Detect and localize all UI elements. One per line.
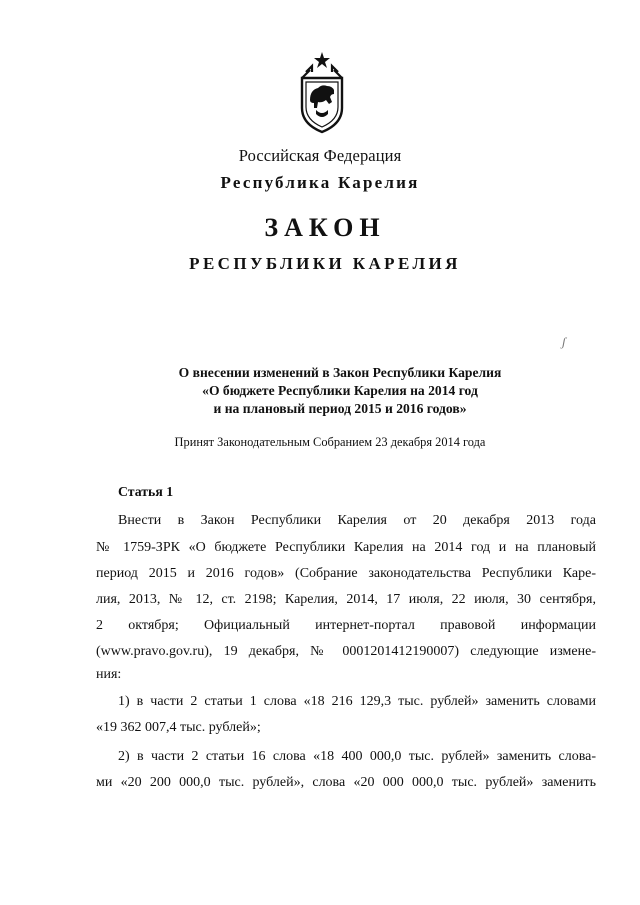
republic-name: Республика Карелия	[220, 173, 420, 192]
law-title: ЗАКОН	[264, 213, 386, 242]
law-heading-line-3: и на плановый период 2015 и 2016 годов»	[213, 401, 467, 416]
body-line: 2 октября; Официальный интернет-портал правовой информации	[96, 618, 596, 633]
body-line: № 1759-ЗРК «О бюджете Республики Карелия на 2014 год и на плановый	[96, 540, 596, 555]
federation-name: Российская Федерация	[238, 146, 402, 165]
body-line: ми «20 200 000,0 тыс. рублей», слова «20 000 000,0 тыс. рублей» заменить	[96, 775, 596, 790]
body-line: Внести в Закон Республики Карелия от 20 декабря 2013 года	[118, 513, 596, 528]
body-line: ния:	[96, 667, 122, 682]
coat-of-arms-icon	[296, 50, 348, 134]
margin-mark: ʃ	[562, 334, 566, 349]
adoption-note: Принят Законодательным Собранием 23 декабря 2014 года	[174, 435, 486, 449]
body-line: лия, 2013, № 12, ст. 2198; Карелия, 2014, 17 июля, 22 июля, 30 сентября,	[96, 592, 596, 607]
law-heading-line-1: О внесении изменений в Закон Республики Карелия	[178, 365, 502, 380]
law-subtitle: РЕСПУБЛИКИ КАРЕЛИЯ	[189, 254, 461, 273]
body-line: «19 362 007,4 тыс. рублей»;	[96, 720, 261, 735]
body-line: 1) в части 2 статьи 1 слова «18 216 129,3 тыс. рублей» заменить словами	[118, 694, 596, 709]
body-line: 2) в части 2 статьи 16 слова «18 400 000,0 тыс. рублей» заменить слова-	[118, 749, 596, 764]
law-heading-line-2: «О бюджете Республики Карелия на 2014 год	[202, 383, 478, 398]
body-line: период 2015 и 2016 годов» (Собрание законодательства Республики Каре-	[96, 566, 596, 581]
body-line: (www.pravo.gov.ru), 19 декабря, № 0001201412190007) следующие измене-	[96, 644, 596, 659]
article-title: Статья 1	[118, 484, 174, 499]
